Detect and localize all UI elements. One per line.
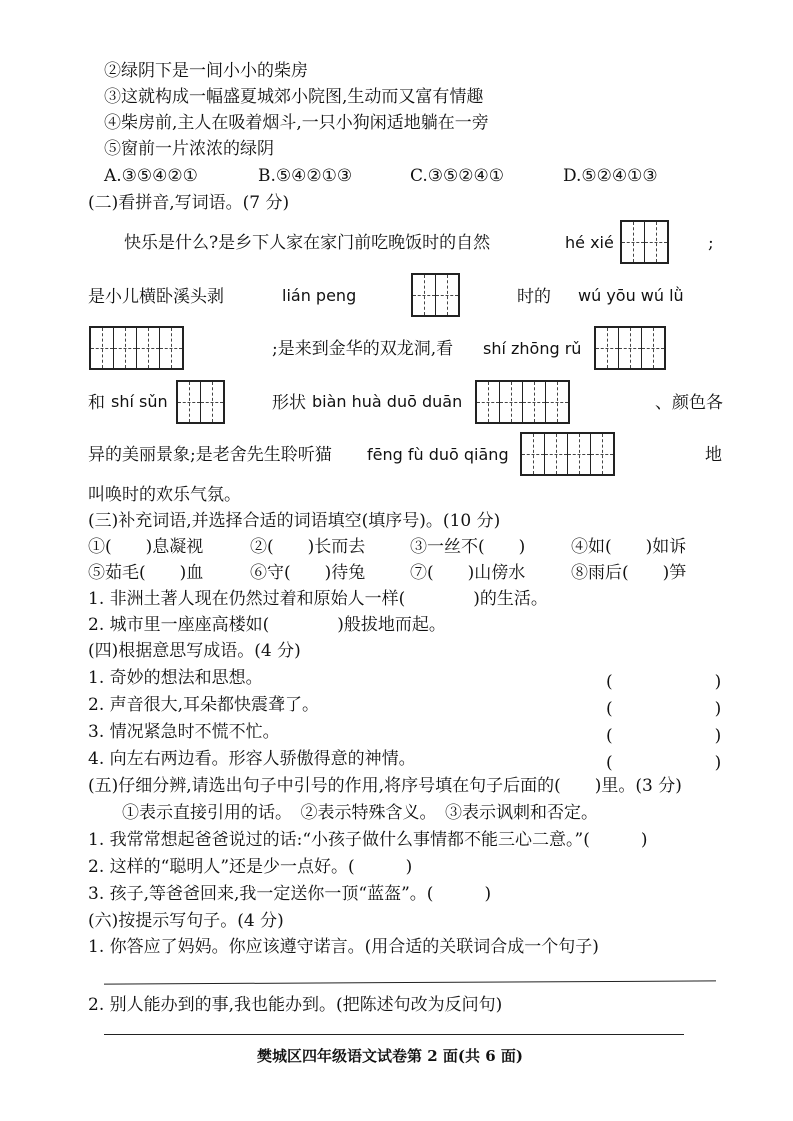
s2-text-1-end: ; <box>708 233 714 253</box>
s4-answer-3[interactable]: ( ) <box>606 726 722 746</box>
s3-word-5: ⑤茹毛( )血 <box>88 563 204 583</box>
s2-pinyin-lianpeng: lián peng <box>282 286 357 305</box>
s2-text-1: 快乐是什么?是乡下人家在家门前吃晚饭时的自然 <box>124 233 491 253</box>
s4-item-2: 2. 声音很大,耳朵都快震聋了。 <box>88 695 320 715</box>
s6-question-1: 1. 你答应了妈妈。你应该遵守诺言。(用合适的关联词合成一个句子) <box>88 937 599 957</box>
s3-question-1: 1. 非洲土著人现在仍然过着和原始人一样( )的生活。 <box>88 589 548 609</box>
q1-item-2: ②绿阴下是一间小小的柴房 <box>104 61 308 81</box>
s3-word-4: ④如( )如诉 <box>571 537 687 557</box>
s3-word-6: ⑥守( )待兔 <box>250 563 366 583</box>
s3-word-3: ③一丝不( ) <box>410 537 526 557</box>
s4-answer-1[interactable]: ( ) <box>606 672 722 692</box>
s2-grid-shizhongru[interactable] <box>594 326 666 370</box>
s2-text-4c: 、颜色各 <box>655 393 723 413</box>
s5-item-2: 2. 这样的“聪明人”还是少一点好。( ) <box>88 857 413 877</box>
s2-pinyin-fengfuduoqiang: fēng fù duō qiāng <box>367 445 509 464</box>
s5-item-3: 3. 孩子,等爸爸回来,我一定送你一顶“蓝盔”。( ) <box>88 884 492 904</box>
q1-item-3: ③这就构成一幅盛夏城郊小院图,生动而又富有情趣 <box>104 87 484 107</box>
s2-text-2: 是小儿横卧溪头剥 <box>88 287 224 307</box>
q1-option-a: A.③⑤④②① <box>104 166 198 186</box>
s6-question-2: 2. 别人能办到的事,我也能办到。(把陈述句改为反问句) <box>88 995 503 1015</box>
s2-grid-hexie[interactable] <box>620 220 669 264</box>
s4-item-1: 1. 奇妙的想法和思想。 <box>88 668 263 688</box>
s5-legend: ①表示直接引用的话。 ②表示特殊含义。 ③表示讽刺和否定。 <box>122 803 598 823</box>
s2-pinyin-hexie: hé xié <box>565 233 614 252</box>
q1-item-5: ⑤窗前一片浓浓的绿阴 <box>104 139 274 159</box>
s6-answer-line-1[interactable] <box>104 980 716 984</box>
s2-text-3: ;是来到金华的双龙洞,看 <box>272 339 454 359</box>
s5-item-1: 1. 我常常想起爸爸说过的话:“小孩子做什么事情都不能三心二意。”( ) <box>88 830 648 850</box>
q1-option-c: C.③⑤②④① <box>410 166 505 186</box>
s4-item-3: 3. 情况紧急时不慌不忙。 <box>88 722 280 742</box>
s3-word-8: ⑧雨后( )笋 <box>571 563 687 583</box>
section-4-title: (四)根据意思写成语。(4 分) <box>88 641 301 661</box>
page-footer: 樊城区四年级语文试卷第 2 面(共 6 面) <box>257 1047 523 1065</box>
q1-item-4: ④柴房前,主人在吸着烟斗,一只小狗闲适地躺在一旁 <box>104 113 489 133</box>
s2-grid-bianhuaduoduan[interactable] <box>475 380 570 424</box>
s2-text-4: 和 <box>88 393 105 413</box>
s2-pinyin-wuyouwulv: wú yōu wú lǜ <box>578 286 684 305</box>
s4-item-4: 4. 向左右两边看。形容人骄傲得意的神情。 <box>88 749 416 769</box>
section-6-title: (六)按提示写句子。(4 分) <box>88 911 284 931</box>
s2-text-4b: 形状 <box>272 393 306 413</box>
s2-text-5b: 地 <box>705 445 722 465</box>
s2-grid-wuyouwulv[interactable] <box>89 326 184 370</box>
q1-option-b: B.⑤④②①③ <box>258 166 353 186</box>
s2-text-6: 叫唤时的欢乐气氛。 <box>88 485 241 505</box>
section-5-title: (五)仔细分辨,请选出句子中引号的作用,将序号填在句子后面的( )里。(3 分) <box>88 776 682 796</box>
s6-answer-line-2[interactable] <box>104 1034 684 1035</box>
q1-option-d: D.⑤②④①③ <box>563 166 658 186</box>
s2-grid-shisun[interactable] <box>176 380 225 424</box>
s2-pinyin-shizhongru: shí zhōng rǔ <box>483 339 582 358</box>
s2-grid-lianpeng[interactable] <box>411 273 460 317</box>
s3-word-2: ②( )长而去 <box>250 537 366 557</box>
s3-word-1: ①( )息凝视 <box>88 537 204 557</box>
s2-text-2b: 时的 <box>517 287 551 307</box>
s3-word-7: ⑦( )山傍水 <box>410 563 526 583</box>
s2-grid-fengfuduoqiang[interactable] <box>520 432 615 476</box>
s2-text-5: 异的美丽景象;是老舍先生聆听猫 <box>88 445 332 465</box>
s4-answer-2[interactable]: ( ) <box>606 699 722 719</box>
s4-answer-4[interactable]: ( ) <box>606 753 722 773</box>
s2-pinyin-bianhuaduoduan: biàn huà duō duān <box>312 392 463 411</box>
s2-pinyin-shisun: shí sǔn <box>111 392 168 411</box>
s3-question-2: 2. 城市里一座座高楼如( )般拔地而起。 <box>88 615 446 635</box>
section-3-title: (三)补充词语,并选择合适的词语填空(填序号)。(10 分) <box>88 511 501 531</box>
section-2-title: (二)看拼音,写词语。(7 分) <box>88 193 290 213</box>
